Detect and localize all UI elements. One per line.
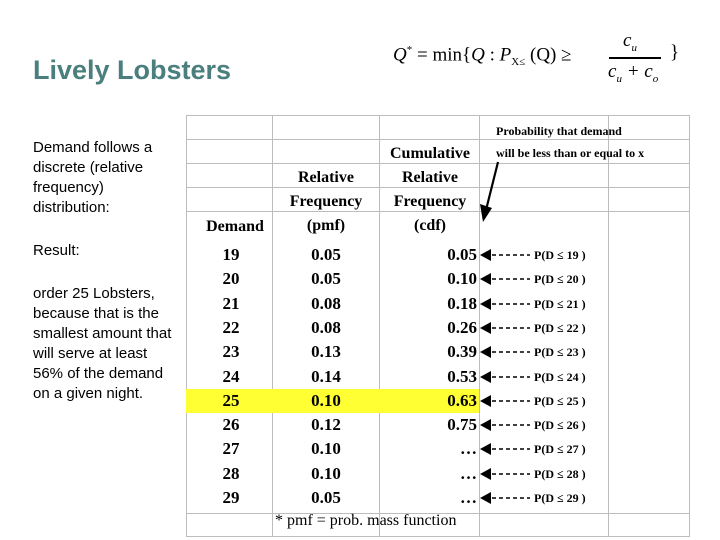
formula-denominator: $c_u + c_o$ [608,61,659,85]
table-row [186,316,690,340]
left-arrow-icon [480,272,530,286]
table-row [186,243,690,267]
pmf-cell: 0.14 [311,366,341,386]
cdf-cell: 0.26 [447,317,477,337]
pmf-cell: 0.12 [311,415,341,435]
probability-label: P(D ≤ 25 ) [534,393,586,408]
demand-table [186,115,690,537]
demand-cell: 24 [222,366,240,386]
pmf-cell: 0.10 [311,390,341,410]
newsvendor-formula [393,30,693,94]
side-paragraph-result-label: Result: [33,242,80,259]
slide-title: Lively Lobsters [33,55,232,85]
table-row [186,413,690,437]
table-row [186,365,690,389]
cdf-cell: 0.39 [447,342,477,362]
table-row [186,267,690,291]
table-row [186,437,690,461]
header-pmf: Relative Frequency (pmf) [289,169,363,234]
cdf-cell: 0.63 [447,390,477,410]
cdf-cell: 0.53 [447,366,477,386]
table-row [186,340,690,364]
table-row [186,486,690,510]
probability-label: P(D ≤ 20 ) [534,272,586,287]
probability-label: P(D ≤ 28 ) [534,466,586,481]
pmf-cell: 0.08 [311,317,341,337]
demand-cell: 23 [222,342,240,362]
header-cdf: Cumulative Relative Frequency (cdf) [390,145,470,234]
side-paragraph-distribution: Demand follows a discrete (relative frequency) distribution: [33,139,153,216]
left-arrow-icon [480,321,530,335]
probability-label: P(D ≤ 23 ) [534,345,586,360]
pmf-cell: 0.10 [311,439,341,459]
left-arrow-icon [480,370,530,384]
left-arrow-icon [480,248,530,262]
left-arrow-icon [480,491,530,505]
probability-label: P(D ≤ 21 ) [534,296,586,311]
formula-lhs: Q* = min{Q : $P_{X\le}$ (Q) ≥ [393,44,572,69]
demand-cell: 27 [222,439,240,459]
probability-label: P(D ≤ 27 ) [534,442,586,457]
demand-cell: 22 [222,317,240,337]
grid-line [186,536,690,537]
left-arrow-icon [480,297,530,311]
cdf-cell: 0.05 [447,245,477,264]
demand-cell: 21 [222,293,240,313]
fraction-bar [609,57,661,59]
demand-cell: 20 [222,269,240,289]
formula-numerator: $c_u$ [623,30,637,54]
pmf-footnote: * pmf = prob. mass function [275,512,457,529]
table-row [186,292,690,316]
left-arrow-icon [480,442,530,456]
pmf-cell: 0.13 [311,342,341,362]
cdf-cell: … [460,463,477,483]
pmf-cell: 0.05 [311,269,341,289]
cdf-cell: 0.18 [447,293,477,313]
pmf-cell: 0.05 [311,488,341,507]
probability-label: P(D ≤ 24 ) [534,369,586,384]
left-arrow-icon [480,345,530,359]
pmf-cell: 0.05 [311,245,341,264]
probability-label: P(D ≤ 29 ) [534,491,586,505]
probability-label: P(D ≤ 19 ) [534,248,586,262]
grid-line [186,115,690,116]
left-arrow-icon [480,394,530,408]
pmf-cell: 0.10 [311,463,341,483]
left-arrow-icon [480,467,530,481]
demand-cell: 28 [222,463,240,483]
pointer-arrow-icon [474,160,504,224]
cdf-cell: 0.10 [447,269,477,289]
side-paragraph-result: order 25 Lobsters, because that is the smallest amount that will serve at least 56% of the demand on a given night. [33,285,172,402]
probability-note: Probability that demand will be less than or equal to x [496,124,645,160]
header-demand: Demand [206,218,264,235]
demand-cell: 26 [222,415,240,435]
side-text [33,138,181,427]
pmf-cell: 0.08 [311,293,341,313]
cdf-cell: … [460,488,477,507]
cdf-cell: … [460,439,477,459]
cdf-cell: 0.75 [447,415,477,435]
table-row-highlighted [186,389,690,413]
demand-cell: 29 [222,488,240,507]
left-arrow-icon [480,418,530,432]
probability-label: P(D ≤ 26 ) [534,418,586,433]
demand-cell: 19 [222,245,240,264]
demand-cell: 25 [222,390,240,410]
table-row [186,462,690,486]
formula-close-brace: } [670,42,680,63]
probability-label: P(D ≤ 22 ) [534,320,586,335]
